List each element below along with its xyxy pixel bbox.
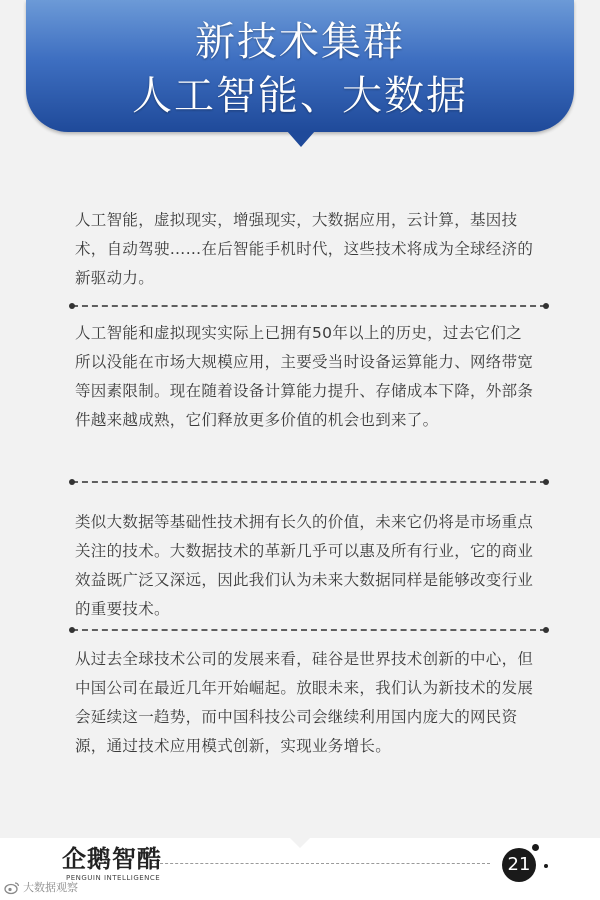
paragraph-4: 从过去全球技术公司的发展来看，硅谷是世界技术创新的中心，但中国公司在最近几年开始崛起。放眼未来，我们认为新技术的发展会延续这一趋势，而中国科技公司会继续利用国内庞大的网民资源，通过技术应用模式创新，实现业务增长。 bbox=[75, 650, 534, 755]
logo-text: 企鹅智酷 bbox=[62, 845, 162, 873]
watermark-text: 大数据观察 bbox=[23, 881, 78, 894]
footer-notch bbox=[290, 838, 310, 848]
title-line-1: 新技术集群 bbox=[195, 19, 405, 65]
watermark bbox=[4, 879, 78, 897]
header-banner bbox=[26, 0, 574, 132]
paragraph-1: 人工智能，虚拟现实，增强现实，大数据应用，云计算，基因技术，自动驾驶……在后智能手机时代，这些技术将成为全球经济的新驱动力。 bbox=[75, 211, 534, 287]
badge-dot bbox=[544, 864, 548, 868]
header-pointer bbox=[287, 131, 315, 147]
page-number-badge: 21 bbox=[502, 848, 536, 882]
weibo-icon bbox=[4, 881, 20, 895]
logo bbox=[56, 844, 176, 884]
footer-divider bbox=[150, 863, 490, 864]
logo-subtitle: PENGUIN INTELLIGENCE bbox=[66, 874, 161, 882]
footer bbox=[0, 838, 600, 900]
badge-dot bbox=[532, 844, 539, 851]
paragraph-3: 类似大数据等基础性技术拥有长久的价值，未来它仍将是市场重点关注的技术。大数据技术的革新几乎可以惠及所有行业，它的商业效益既广泛又深远，因此我们认为未来大数据同样是能够改变行业的重要技术。 bbox=[75, 513, 534, 618]
dashed-divider bbox=[72, 481, 546, 483]
paragraph-2: 人工智能和虚拟现实实际上已拥有50年以上的历史，过去它们之所以没能在市场大规模应用，主要受当时设备运算能力、网络带宽等因素限制。现在随着设备计算能力提升、存储成本下降，外部条件越来越成熟，它们释放更多价值的机会也到来了。 bbox=[75, 324, 534, 429]
title-line-2: 人工智能、大数据 bbox=[132, 73, 468, 119]
dashed-divider bbox=[72, 629, 546, 631]
dashed-divider bbox=[72, 305, 546, 307]
